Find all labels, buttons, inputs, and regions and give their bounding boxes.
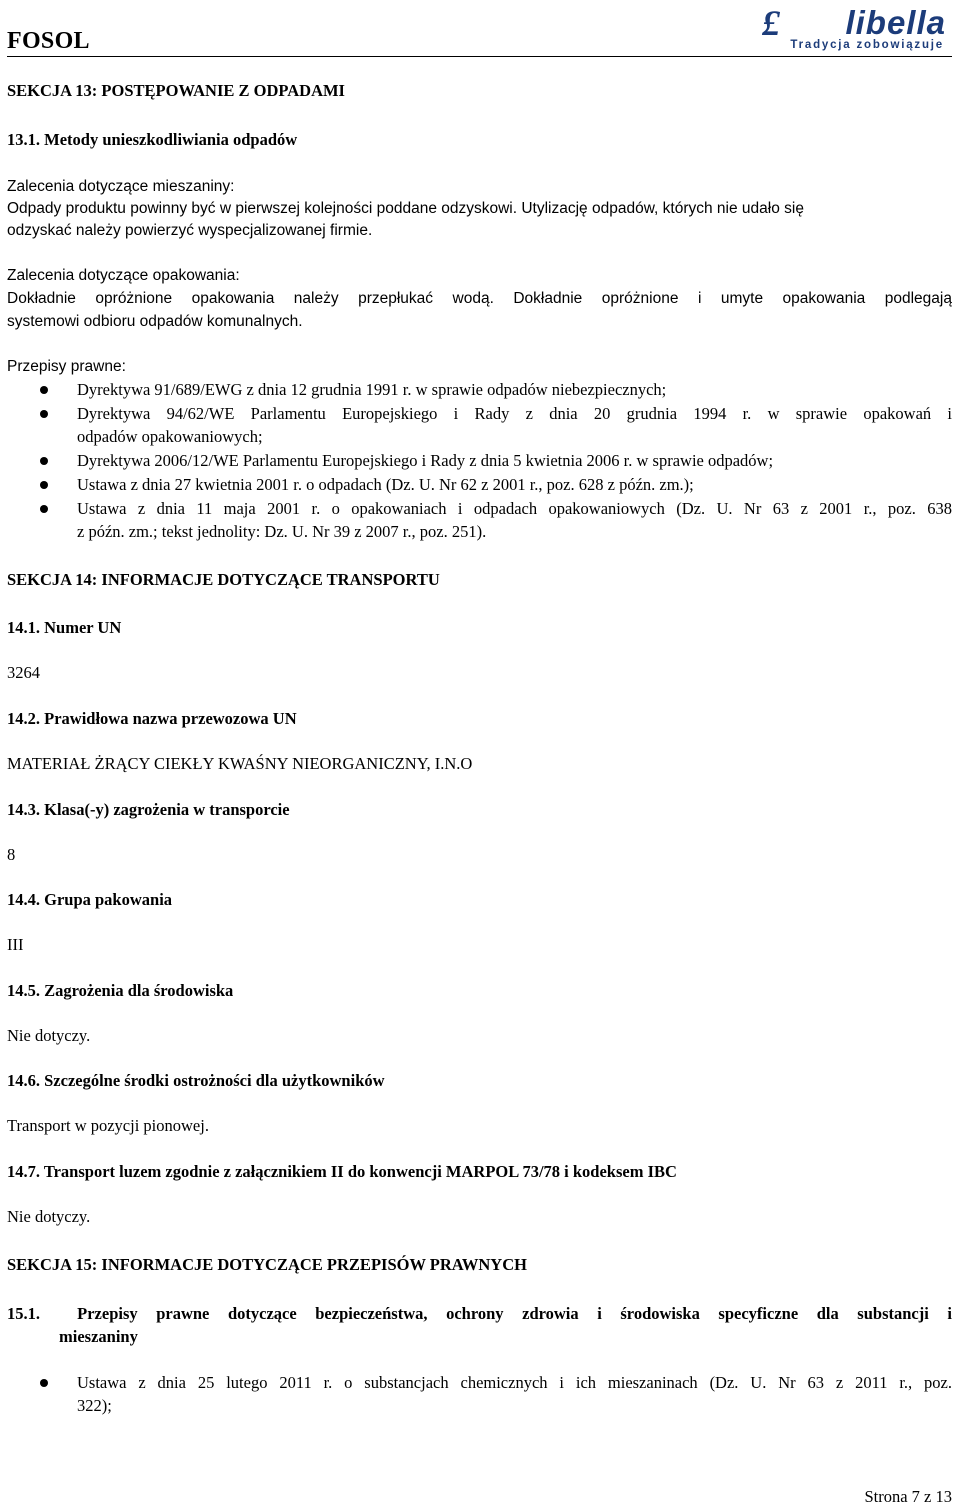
subsection-13-1: 13.1. Metody unieszkodliwiania odpadów [7, 130, 298, 149]
subsection-14-1: 14.1. Numer UN [7, 618, 122, 637]
pound-logo-icon: £ [762, 3, 780, 43]
section-13-title: SEKCJA 13: POSTĘPOWANIE Z ODPADAMI [7, 81, 345, 100]
mixture-text-2: odzyskać należy powierzyć wyspecjalizowanej firmie. [7, 222, 373, 239]
law-item: Dyrektywa 2006/12/WE Parlamentu Europejskiego i Rady z dnia 5 kwietnia 2006 r. w sprawie odpadów; [77, 451, 774, 470]
mixture-label: Zalecenia dotyczące mieszaniny: [7, 178, 235, 195]
subsection-14-2: 14.2. Prawidłowa nazwa przewozowa UN [7, 709, 297, 728]
hazard-class: 8 [7, 845, 16, 864]
logo-word: libella [845, 4, 946, 41]
subsection-14-3: 14.3. Klasa(-y) zagrożenia w transporcie [7, 800, 290, 819]
subsection-14-6: 14.6. Szczególne środki ostrożności dla użytkowników [7, 1071, 385, 1090]
subsection-15-1-cont: mieszaniny [59, 1327, 138, 1346]
bulk-transport: Nie dotyczy. [7, 1207, 91, 1226]
law-item: Dyrektywa 94/62/WE Parlamentu Europejskiego i Rady z dnia 20 grudnia 1994 r. w sprawie opakowań i [77, 404, 952, 423]
packing-group: III [7, 935, 24, 954]
law-item: Ustawa z dnia 27 kwietnia 2001 r. o odpadach (Dz. U. Nr 62 z 2001 r., poz. 628 z późn. zm.); [77, 475, 694, 494]
bullet-icon [40, 481, 48, 489]
packaging-text-1: Dokładnie opróżnione opakowania należy przepłukać wodą. Dokładnie opróżnione i umyte opakowania podlegają [7, 290, 952, 307]
law-item: Dyrektywa 91/689/EWG z dnia 12 grudnia 1991 r. w sprawie odpadów niebezpiecznych; [77, 380, 667, 399]
packaging-text-2: systemowi odbioru odpadów komunalnych. [7, 313, 303, 330]
user-precautions: Transport w pozycji pionowej. [7, 1116, 209, 1135]
law-item-cont: z późn. zm.; tekst jednolity: Dz. U. Nr 39 z 2007 r., poz. 251). [77, 522, 487, 541]
section-15-title: SEKCJA 15: INFORMACJE DOTYCZĄCE PRZEPISÓW PRAWNYCH [7, 1255, 527, 1274]
law-item-cont: odpadów opakowaniowych; [77, 427, 263, 446]
page-number: Strona 7 z 13 [864, 1487, 952, 1506]
header-divider [7, 56, 952, 57]
bullet-icon [40, 386, 48, 394]
law-item: Ustawa z dnia 11 maja 2001 r. o opakowaniach i odpadach opakowaniowych (Dz. U. Nr 63 z 2001 r., poz. 638 [77, 499, 952, 518]
law-label: Przepisy prawne: [7, 358, 126, 375]
law-item: Ustawa z dnia 25 lutego 2011 r. o substancjach chemicznych i ich mieszaninach (Dz. U. Nr 63 z 2011 r., poz. [77, 1373, 952, 1392]
packaging-label: Zalecenia dotyczące opakowania: [7, 267, 240, 284]
subsection-14-7: 14.7. Transport luzem zgodnie z załącznikiem II do konwencji MARPOL 73/78 i kodeksem IBC [7, 1162, 677, 1181]
mixture-text-1: Odpady produktu powinny być w pierwszej kolejności poddane odzyskowi. Utylizację odpadów, których nie udało się [7, 200, 804, 217]
bullet-icon [40, 410, 48, 418]
bullet-icon [40, 1379, 48, 1387]
product-name: FOSOL [7, 28, 90, 54]
environmental-hazards: Nie dotyczy. [7, 1026, 91, 1045]
bullet-icon [40, 457, 48, 465]
logo-tagline: Tradycja zobowiązuje [790, 39, 944, 51]
subsection-14-5: 14.5. Zagrożenia dla środowiska [7, 981, 234, 1000]
section-14-title: SEKCJA 14: INFORMACJE DOTYCZĄCE TRANSPORTU [7, 570, 440, 589]
shipping-name: MATERIAŁ ŻRĄCY CIEKŁY KWAŚNY NIEORGANICZNY, I.N.O [7, 754, 473, 773]
bullet-icon [40, 505, 48, 513]
un-number: 3264 [7, 663, 40, 682]
law-item-cont: 322); [77, 1396, 112, 1415]
libella-logo [760, 4, 950, 52]
subsection-14-4: 14.4. Grupa pakowania [7, 890, 173, 909]
subsection-15-1: 15.1. Przepisy prawne dotyczące bezpieczeństwa, ochrony zdrowia i środowiska specyficzne dla substancji i [7, 1304, 952, 1323]
